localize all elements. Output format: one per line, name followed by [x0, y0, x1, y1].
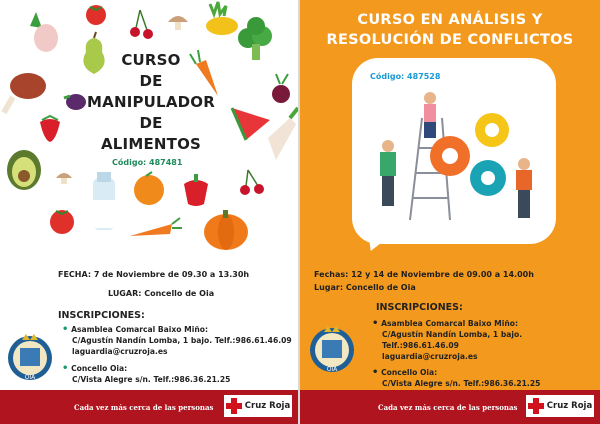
list-item: • Concello Oia: [62, 363, 128, 374]
mushroom-icon [168, 16, 188, 30]
course-code: Código: 487528 [370, 72, 441, 81]
avocado-icon [7, 150, 41, 190]
orange-icon [134, 172, 164, 205]
conflict-resolution-flyer [300, 0, 600, 424]
brand-name: Cruz Roja [244, 401, 291, 411]
broccoli-icon [238, 17, 272, 60]
orange-gear-icon [430, 136, 470, 176]
course-date: FECHA: 7 de Noviembre de 09.30 a 13.30h [58, 270, 250, 279]
cruz-roja-logo [526, 395, 594, 417]
red-cross-icon [528, 398, 544, 414]
small-mushroom-icon [56, 173, 72, 184]
tomato-icon [86, 5, 106, 25]
strawberry-icon [40, 116, 60, 142]
footer-banner [0, 390, 298, 424]
inscription-list [62, 324, 294, 385]
watermelon-icon [232, 108, 270, 140]
list-item: • Asamblea Comarcal Baixo Miño: [372, 318, 518, 329]
pepper-icon [184, 174, 208, 206]
email-link[interactable]: laguardia@cruzroja.es [382, 352, 478, 361]
email-link[interactable]: laguardia@cruzroja.es [72, 347, 168, 356]
inscriptions-heading: INSCRIPCIONES: [58, 310, 145, 321]
course-place: Lugar: Concello de Oia [314, 283, 416, 292]
course-title: CURSO DE MANIPULADOR DE ALIMENTOS [87, 51, 215, 153]
seal-label: OIA [326, 366, 338, 373]
yellow-gear-icon [475, 113, 509, 147]
entry-address: C/Agustín Nandín Lomba, 1 bajo. Telf.:986.61.46.09 [382, 330, 523, 350]
teamwork-gears-illustration [370, 88, 550, 228]
course-place: LUGAR: Concello de Oia [108, 289, 215, 298]
person-left [380, 140, 396, 206]
milk-bottle-icon [93, 172, 115, 230]
pineapple-icon [206, 2, 238, 35]
person-on-ladder [424, 92, 436, 138]
inscriptions-heading: INSCRIPCIONES: [376, 302, 463, 313]
pumpkin-icon [204, 210, 248, 250]
brand-name: Cruz Roja [546, 401, 593, 411]
beet-icon [272, 74, 290, 103]
footer-slogan: Cada vez más cerca de las personas [378, 403, 518, 412]
person-right [516, 158, 532, 218]
eggplant-icon [64, 94, 86, 110]
entry-address: C/Vista Alegre s/n. Telf.:986.36.21.25 [382, 379, 541, 388]
list-item: • Concello Oia: [372, 367, 438, 378]
carrot-icon-2 [130, 218, 182, 236]
course-code: Código: 487481 [112, 158, 183, 167]
cherries-icon [130, 10, 153, 39]
course-date: Fechas: 12 y 14 de Noviembre de 09.00 a 14.00h [314, 270, 534, 279]
red-cross-icon [226, 398, 242, 414]
leek-icon [268, 108, 298, 160]
municipal-seal-icon [4, 330, 56, 382]
cruz-roja-logo [224, 395, 292, 417]
seal-label: OIA [24, 374, 36, 381]
course-title: CURSO EN ANÁLISIS Y RESOLUCIÓN DE CONFLICTOS [326, 12, 574, 48]
food-handler-flyer [0, 0, 298, 424]
teal-gear-icon [470, 160, 506, 196]
list-item: • Asamblea Comarcal Baixo Miño: [62, 324, 208, 335]
tomato-icon-2 [50, 210, 74, 234]
footer-banner [300, 390, 600, 424]
meat-icon [1, 73, 46, 114]
entry-address: C/Vista Alegre s/n. Telf.:986.36.21.25 [72, 375, 231, 384]
entry-address: C/Agustín Nandín Lomba, 1 bajo. Telf.:986.61.46.09 [72, 336, 292, 345]
footer-slogan: Cada vez más cerca de las personas [74, 403, 214, 412]
radish-icon [30, 12, 58, 52]
municipal-seal-icon [306, 322, 358, 374]
inscription-list [372, 318, 598, 389]
cherries-icon-2 [240, 170, 264, 195]
